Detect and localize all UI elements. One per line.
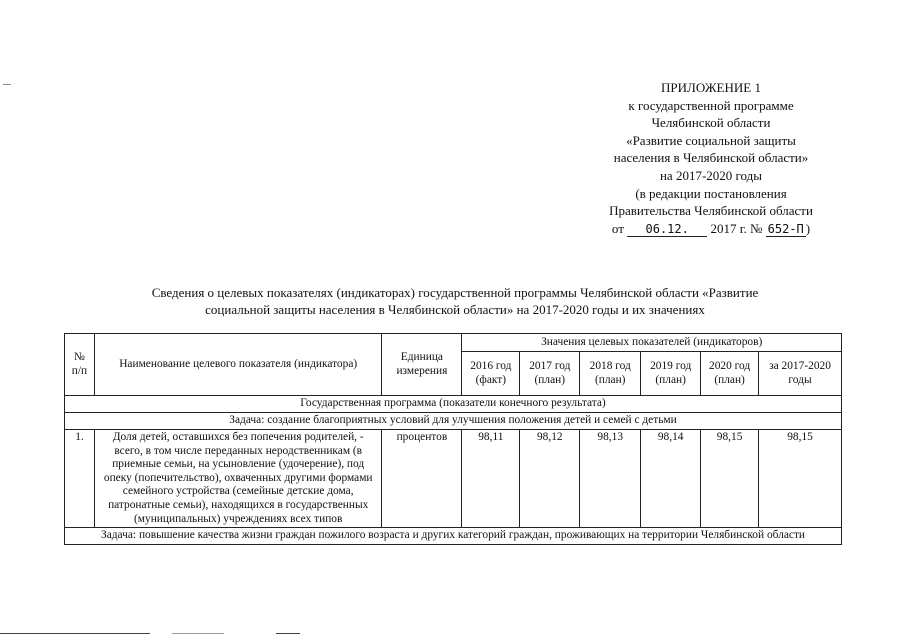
margin-mark [3, 84, 11, 85]
section-row [65, 396, 842, 413]
header-year: за 2017-2020 годы [759, 352, 842, 396]
header-unit: Единица измерения [382, 334, 462, 396]
footer-rule [276, 633, 300, 634]
row-value: 98,14 [641, 430, 701, 528]
number-value: 652-П [767, 221, 804, 236]
header-year: 2020 год (план) [701, 352, 759, 396]
header-year: 2019 год (план) [641, 352, 701, 396]
date-value: 06.12. [627, 223, 707, 237]
header-year: 2018 год (план) [580, 352, 641, 396]
row-value: 98,12 [520, 430, 580, 528]
row-name: Доля детей, оставшихся без попечения родителей, - всего, в том числе переданных неродственникам (в приемные семьи, на усыновление (удочерение), под опеку (попечительство), охваченных другими формами семейного устройства (семейные детские дома, патронатные семьи), находящихся в государственных (муниципальных) учреждениях всех типов [94, 430, 381, 528]
section-program: Государственная программа (показатели конечного результата) [65, 396, 842, 413]
header-values-group: Значения целевых показателей (индикаторов) [462, 334, 842, 352]
task-2: Задача: повышение качества жизни граждан пожилого возраста и других категорий граждан, проживающих на территории Челябинской области [65, 528, 842, 545]
table-row [65, 430, 842, 528]
date-year: 2017 г. № [710, 220, 763, 236]
row-value: 98,15 [759, 430, 842, 528]
appendix-date-line [581, 220, 841, 238]
row-value: 98,11 [462, 430, 520, 528]
task-row [65, 528, 842, 545]
indicators-table [64, 333, 842, 545]
appendix-line: на 2017-2020 годы [659, 167, 763, 183]
appendix-line: населения в Челябинской области» [613, 150, 809, 166]
header-name: Наименование целевого показателя (индикатора) [94, 334, 381, 396]
task-1: Задача: создание благоприятных условий для улучшения положения детей и семей с детьми [65, 413, 842, 430]
row-num: 1. [65, 430, 95, 528]
appendix-line: Челябинской области [651, 115, 771, 131]
document-title [60, 284, 850, 318]
header-row [65, 334, 842, 352]
appendix-line: к государственной программе [628, 97, 794, 113]
header-num: № п/п [65, 334, 95, 396]
appendix-line: Правительства Челябинской области [609, 203, 813, 219]
footer-rule [172, 633, 224, 634]
row-unit: процентов [382, 430, 462, 528]
number-suffix: ) [805, 220, 811, 236]
appendix-line: (в редакции постановления [635, 185, 787, 201]
header-year: 2017 год (план) [520, 352, 580, 396]
appendix-title: ПРИЛОЖЕНИЕ 1 [661, 80, 761, 95]
footer-rule [0, 633, 150, 634]
header-year: 2016 год (факт) [462, 352, 520, 396]
row-value: 98,13 [580, 430, 641, 528]
document-title-line: Сведения о целевых показателях (индикаторах) государственной программы Челябинской области «Развитие [151, 285, 759, 300]
task-row [65, 413, 842, 430]
appendix-line: «Развитие социальной защиты [626, 132, 796, 148]
row-value: 98,15 [701, 430, 759, 528]
document-title-line: социальной защиты населения в Челябинской области» на 2017-2020 годы и их значениях [205, 302, 705, 317]
date-prefix: от [611, 220, 624, 236]
appendix-header [581, 79, 841, 237]
